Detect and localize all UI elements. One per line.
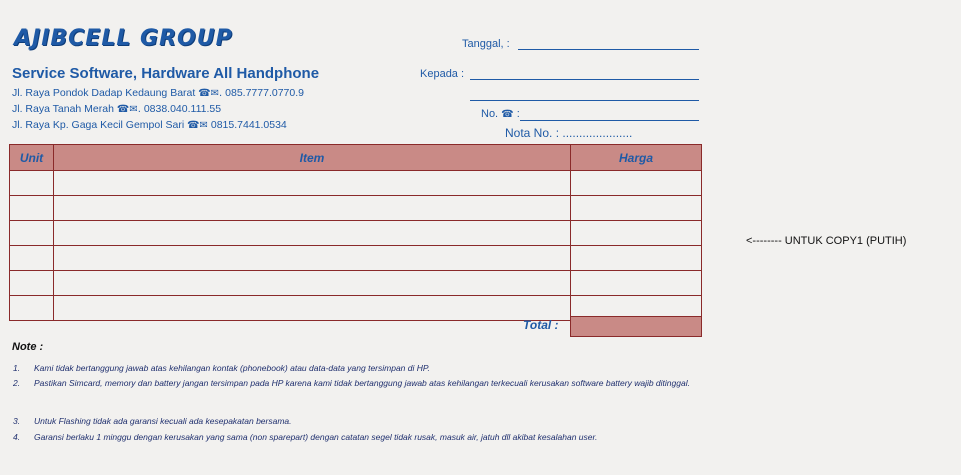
address-text: Jl. Raya Pondok Dadap Kedaung Barat xyxy=(12,87,196,99)
unit-cell[interactable] xyxy=(10,196,54,221)
item-cell[interactable] xyxy=(54,296,571,321)
column-header-unit: Unit xyxy=(10,145,54,171)
unit-cell[interactable] xyxy=(10,271,54,296)
harga-cell[interactable] xyxy=(571,196,702,221)
total-label: Total : xyxy=(523,318,559,332)
no-label-text: No. xyxy=(481,108,499,120)
nota-dots: ..................... xyxy=(562,126,633,140)
item-cell[interactable] xyxy=(54,221,571,246)
total-value-box[interactable] xyxy=(570,316,702,337)
unit-cell[interactable] xyxy=(10,296,54,321)
item-cell[interactable] xyxy=(54,246,571,271)
kepada-label: Kepada : xyxy=(420,68,465,80)
column-header-item: Item xyxy=(54,145,571,171)
phone-number-field[interactable] xyxy=(520,120,699,121)
address-line xyxy=(12,103,221,115)
table-header-row xyxy=(10,145,702,171)
phone-icon: ☎ xyxy=(501,109,514,120)
item-cell[interactable] xyxy=(54,171,571,196)
nota-label: Nota No. : xyxy=(505,126,560,140)
table-row xyxy=(10,271,702,296)
items-table xyxy=(9,144,702,321)
address-phone: 0815.7441.0534 xyxy=(210,119,287,131)
unit-cell[interactable] xyxy=(10,171,54,196)
note-number: 2. xyxy=(13,378,21,388)
note-text: Pastikan Simcard, memory dan battery jangan tersimpan pada HP karena kami tidak bertanggung jawab atas kehilangan terkecuali kerusakan software battery wajib ditinggal. xyxy=(34,378,690,388)
kepada-field[interactable] xyxy=(470,79,699,80)
phone-mail-icon: ☎✉. xyxy=(198,88,223,99)
address-text: Jl. Raya Tanah Merah xyxy=(12,103,114,115)
tanggal-label: Tanggal, : xyxy=(462,38,510,50)
table-row xyxy=(10,221,702,246)
harga-cell[interactable] xyxy=(571,246,702,271)
harga-cell[interactable] xyxy=(571,271,702,296)
note-number: 4. xyxy=(13,432,21,442)
note-text: Untuk Flashing tidak ada garansi kecuali ada kesepakatan bersama. xyxy=(34,416,292,426)
note-number: 1. xyxy=(13,363,21,373)
note-number: 3. xyxy=(13,416,21,426)
table-row xyxy=(10,246,702,271)
nota-number xyxy=(505,126,632,140)
harga-cell[interactable] xyxy=(571,221,702,246)
table-row xyxy=(10,171,702,196)
no-label-colon: : xyxy=(516,108,520,120)
company-tagline: Service Software, Hardware All Handphone xyxy=(12,65,320,82)
company-logo: AJIBCELL GROUP xyxy=(14,26,233,51)
item-cell[interactable] xyxy=(54,196,571,221)
kepada-field-line2[interactable] xyxy=(470,100,699,101)
unit-cell[interactable] xyxy=(10,246,54,271)
notes-title: Note : xyxy=(12,341,44,353)
note-text: Garansi berlaku 1 minggu dengan kerusakan yang sama (non sparepart) dengan catatan segel tidak rusak, masuk air, jatuh dll akibat kesalahan user. xyxy=(34,432,598,442)
note-text: Kami tidak bertanggung jawab atas kehilangan kontak (phonebook) atau data-data yang tersimpan di HP. xyxy=(34,363,430,373)
phone-mail-icon: ☎✉. xyxy=(116,104,141,115)
address-phone: 085.7777.0770.9 xyxy=(225,87,304,99)
harga-cell[interactable] xyxy=(571,171,702,196)
copy-marker: <-------- UNTUK COPY1 (PUTIH) xyxy=(746,235,907,247)
column-header-harga: Harga xyxy=(571,145,702,171)
no-label xyxy=(481,108,520,120)
unit-cell[interactable] xyxy=(10,221,54,246)
item-cell[interactable] xyxy=(54,271,571,296)
phone-mail-icon: ☎✉ xyxy=(187,120,208,131)
address-phone: 0838.040.111.55 xyxy=(143,103,222,115)
address-line xyxy=(12,119,287,131)
address-line xyxy=(12,87,304,99)
address-text: Jl. Raya Kp. Gaga Kecil Gempol Sari xyxy=(12,119,185,131)
tanggal-field[interactable] xyxy=(518,49,699,50)
table-row xyxy=(10,196,702,221)
